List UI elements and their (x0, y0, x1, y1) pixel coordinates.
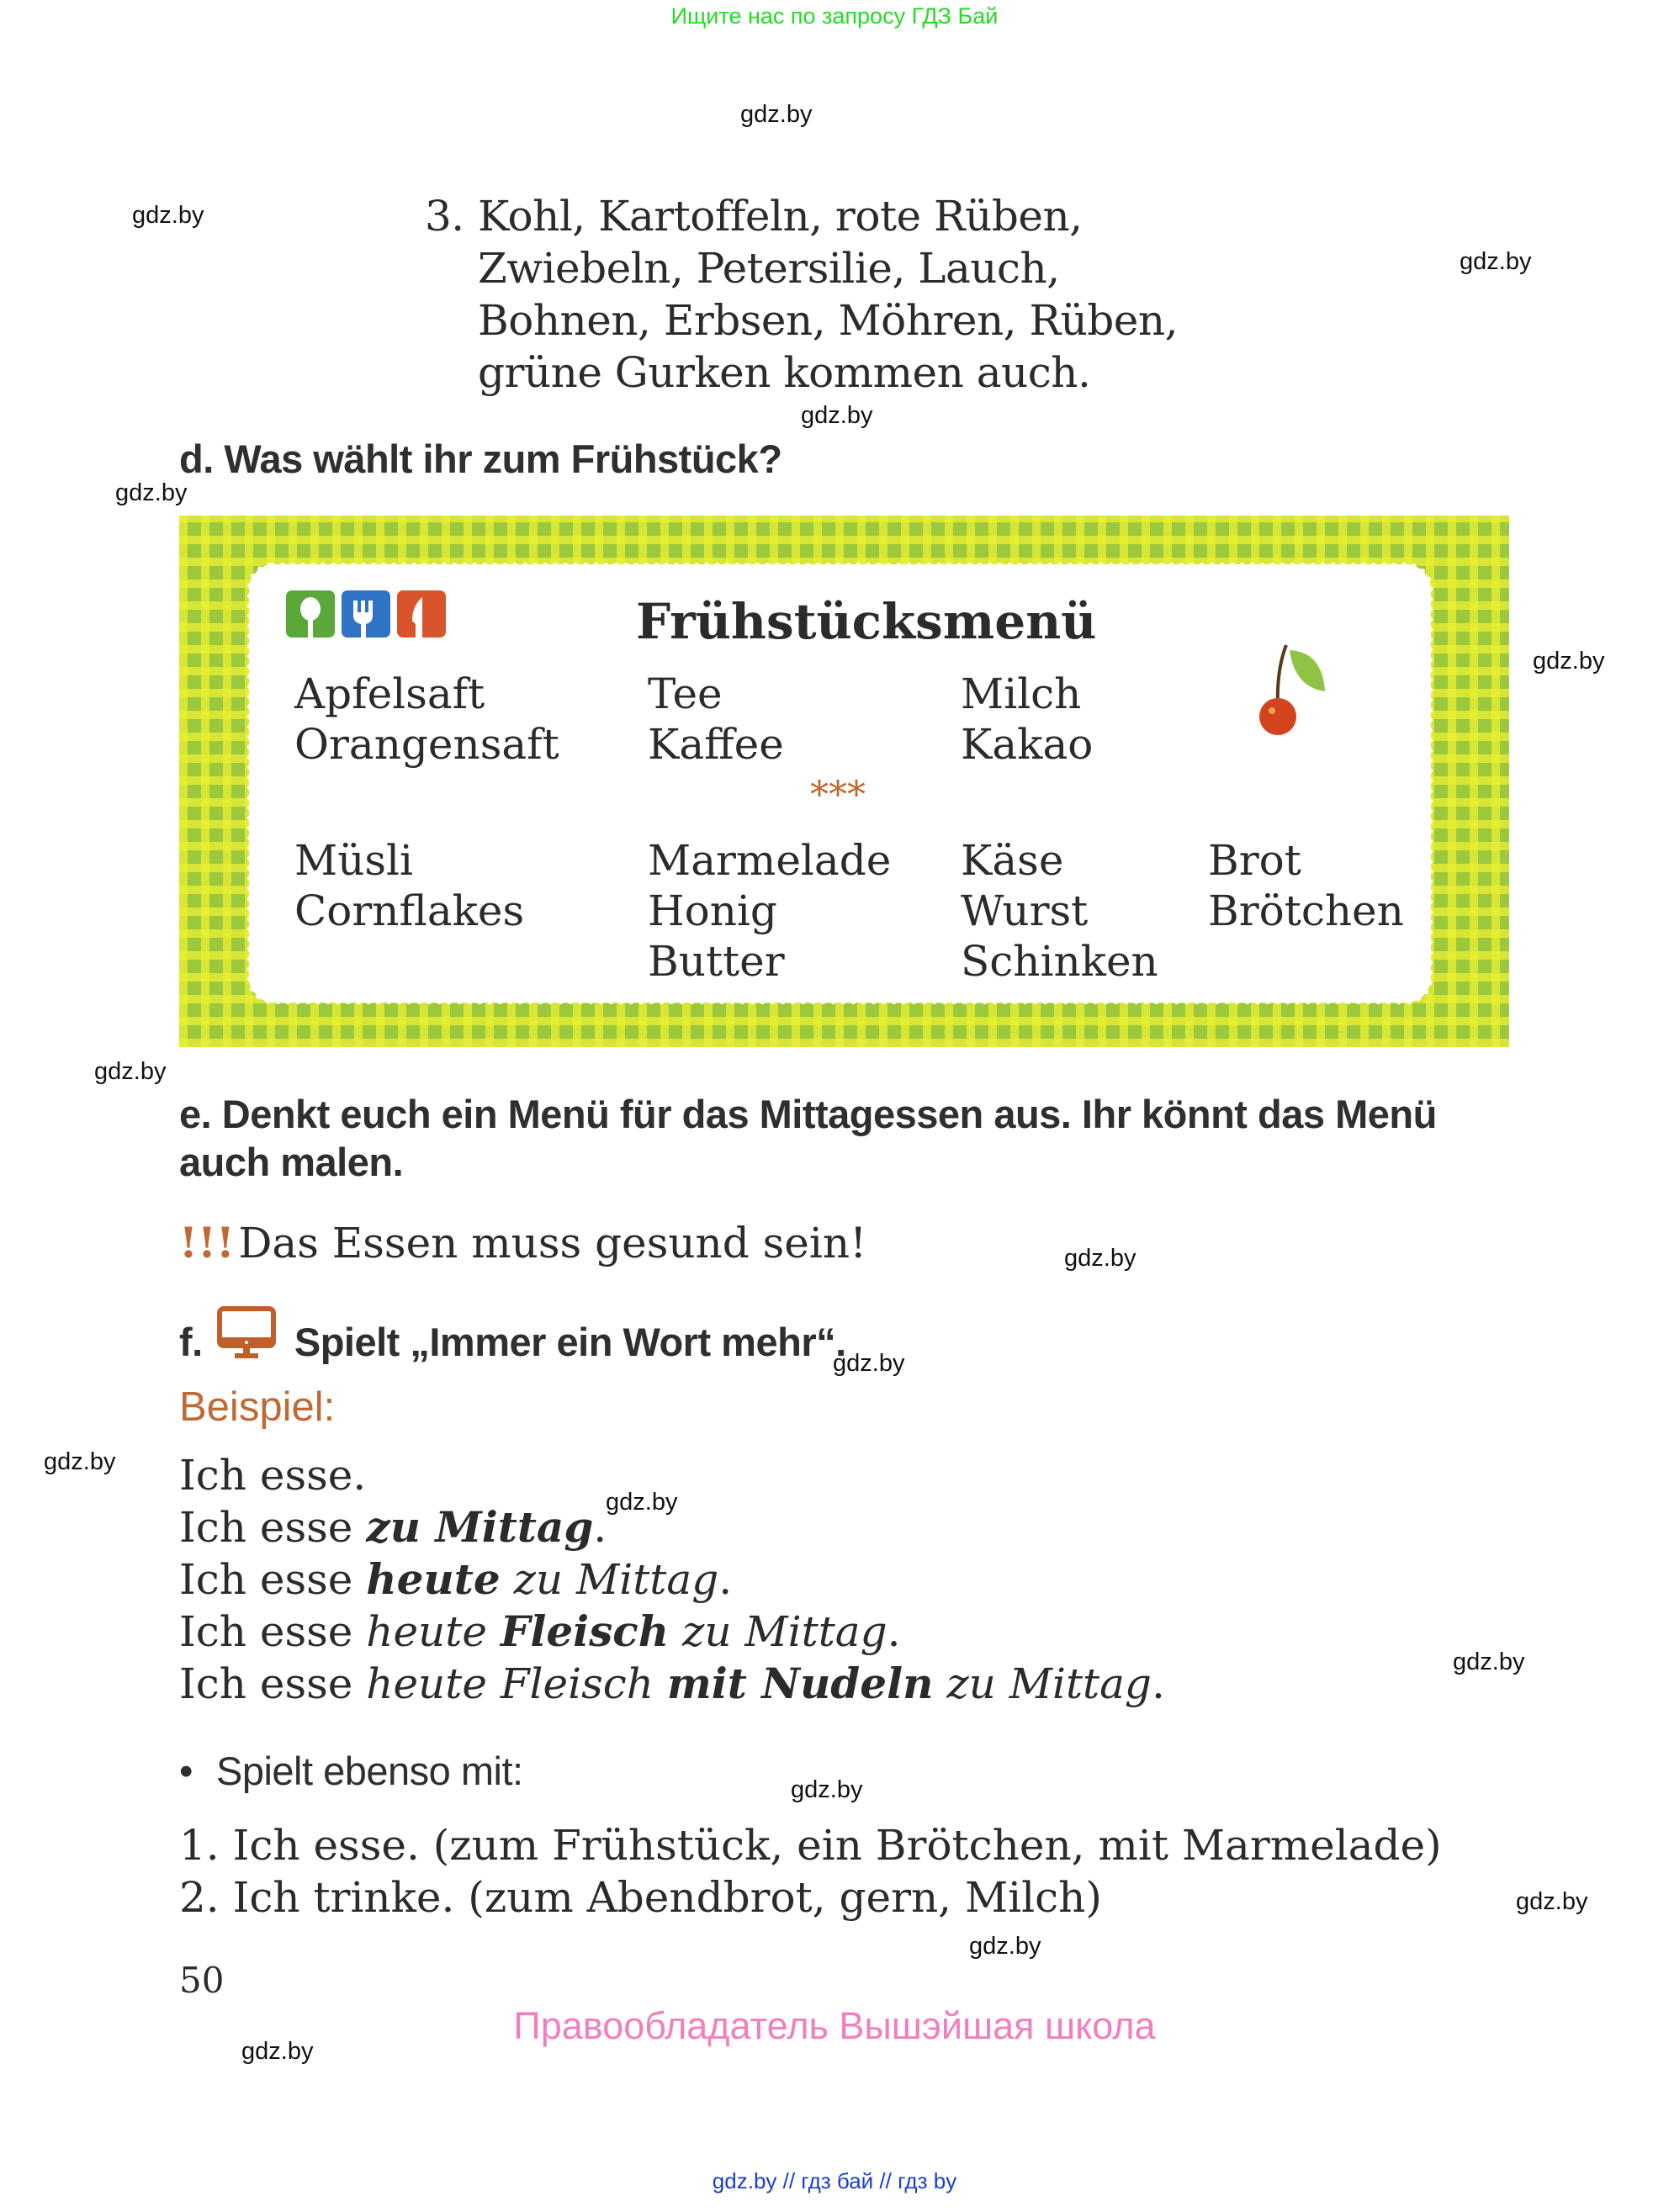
sentence-fragment: . (593, 1503, 607, 1552)
fork-icon (342, 590, 390, 638)
sentence-fragment: Ich esse (179, 1555, 367, 1604)
watermark: gdz.by (791, 1776, 863, 1803)
poem-number: 3. (425, 192, 464, 241)
watermark: gdz.by (969, 1933, 1041, 1960)
menu-card-inner (252, 568, 1428, 999)
watermark: gdz.by (740, 101, 813, 128)
sentence-fragment: heute (366, 1607, 501, 1656)
sentence-fragment: zu Mittag (669, 1607, 887, 1656)
knife-icon (397, 590, 446, 638)
menu-item: Orangensaft (294, 720, 559, 769)
sentence-fragment: . (887, 1607, 901, 1656)
task-e-line: e. Denkt euch ein Menü für das Mittagessen aus. Ihr könnt das Menü (179, 1092, 1437, 1136)
menu-column-cold-cuts (961, 835, 1158, 987)
watermark: gdz.by (1516, 1888, 1588, 1915)
top-banner: Ищите нас по запросу ГДЗ Бай (670, 3, 999, 29)
task-e-line: auch malen. (179, 1140, 404, 1184)
sentence-fragment: . (1151, 1659, 1165, 1708)
footer-links[interactable]: gdz.by // гдз бай // гдз by (712, 2168, 957, 2193)
menu-item: Wurst (961, 886, 1089, 935)
breakfast-menu-card (179, 516, 1509, 1047)
play-also-list (179, 1819, 1442, 1924)
sentence-fragment: Ich esse (179, 1503, 367, 1552)
spoon-icon (286, 590, 335, 638)
menu-column-bread (1208, 835, 1404, 936)
menu-item: Kaffee (648, 720, 784, 769)
menu-item: Honig (648, 886, 777, 935)
example-sentence (179, 1606, 1165, 1658)
poem-block (478, 190, 1178, 399)
poem-line: Bohnen, Erbsen, Möhren, Rüben, (478, 296, 1178, 345)
exclamation-marker: !!! (179, 1218, 235, 1267)
task-d-heading: d. Was wählt ihr zum Frühstück? (179, 437, 782, 481)
sentence-fragment: mit Nudeln (666, 1659, 934, 1708)
menu-item: Schinken (961, 937, 1158, 986)
poem-line: Zwiebeln, Petersilie, Lauch, (478, 244, 1060, 293)
menu-item: Müsli (294, 836, 414, 885)
play-also-label: Spielt ebenso mit: (215, 1749, 523, 1793)
sentence-fragment: Fleisch (500, 1606, 670, 1656)
watermark: gdz.by (1533, 648, 1605, 675)
watermark: gdz.by (801, 402, 873, 429)
watermark: gdz.by (94, 1058, 167, 1085)
sentence-fragment: . (718, 1555, 733, 1604)
menu-item: Apfelsaft (294, 669, 485, 718)
watermark: gdz.by (606, 1489, 678, 1516)
cherry-icon (1242, 637, 1335, 738)
sentence-fragment: heute Fleisch (366, 1659, 667, 1708)
menu-item: Milch (961, 669, 1082, 718)
task-f-heading (179, 1305, 846, 1365)
sentence-fragment: zu Mittag (366, 1502, 594, 1552)
poem-line: grüne Gurken kommen auch. (478, 348, 1091, 397)
example-label: Beispiel: (179, 1384, 336, 1430)
menu-item: Brötchen (1208, 886, 1404, 935)
example-sentences (179, 1449, 1165, 1710)
watermark: gdz.by (115, 479, 188, 506)
sentence-fragment: zu Mittag (933, 1659, 1152, 1708)
menu-item: Kakao (961, 720, 1094, 769)
task-f-prefix: f. (179, 1320, 203, 1364)
watermark: gdz.by (132, 202, 204, 229)
computer-icon (216, 1305, 280, 1361)
watermark: gdz.by (1453, 1648, 1525, 1675)
menu-column-spreads (648, 835, 891, 987)
example-sentence (179, 1553, 1165, 1606)
menu-separator: *** (810, 774, 866, 817)
menu-title: Frühstücksmenü (636, 593, 1097, 650)
menu-item: Marmelade (648, 836, 892, 885)
copyright-notice: Правообладатель Вышэйшая школа (513, 2004, 1156, 2047)
list-item: 1. Ich esse. (zum Frühstück, ein Brötchen, mit Marmelade) (179, 1821, 1442, 1870)
list-item: 2. Ich trinke. (zum Abendbrot, gern, Milch) (179, 1873, 1102, 1922)
menu-column-juices (294, 669, 559, 770)
page-number: 50 (179, 1960, 225, 2001)
sentence-fragment: Ich esse (179, 1607, 367, 1656)
task-f-text: Spielt „Immer ein Wort mehr“. (294, 1320, 846, 1364)
task-e-heading (179, 1090, 1437, 1186)
watermark: gdz.by (1460, 248, 1532, 275)
example-sentence (179, 1449, 1165, 1501)
bullet: • (179, 1749, 193, 1793)
menu-item: Tee (648, 669, 723, 718)
sentence-fragment: Ich esse (179, 1659, 367, 1708)
watermark: gdz.by (44, 1448, 116, 1475)
menu-item: Brot (1208, 836, 1301, 885)
watermark: gdz.by (241, 2038, 314, 2065)
play-also-heading (179, 1748, 523, 1794)
menu-column-hot-drinks (648, 669, 784, 770)
menu-item: Cornflakes (294, 886, 525, 935)
menu-column-cereals (294, 835, 524, 936)
poem-line: Kohl, Kartoffeln, rote Rüben, (478, 192, 1083, 241)
note (179, 1218, 866, 1267)
example-sentence (179, 1501, 1165, 1553)
watermark: gdz.by (833, 1350, 905, 1377)
sentence-fragment: heute (366, 1554, 501, 1604)
menu-column-milk (961, 669, 1093, 770)
menu-item: Käse (961, 836, 1064, 885)
note-text: Das Essen muss gesund sein! (238, 1219, 867, 1267)
menu-item: Butter (648, 937, 785, 986)
sentence-fragment: Ich esse. (179, 1451, 367, 1500)
example-sentence (179, 1658, 1165, 1710)
sentence-fragment: zu Mittag (500, 1555, 719, 1604)
watermark: gdz.by (1064, 1245, 1137, 1272)
